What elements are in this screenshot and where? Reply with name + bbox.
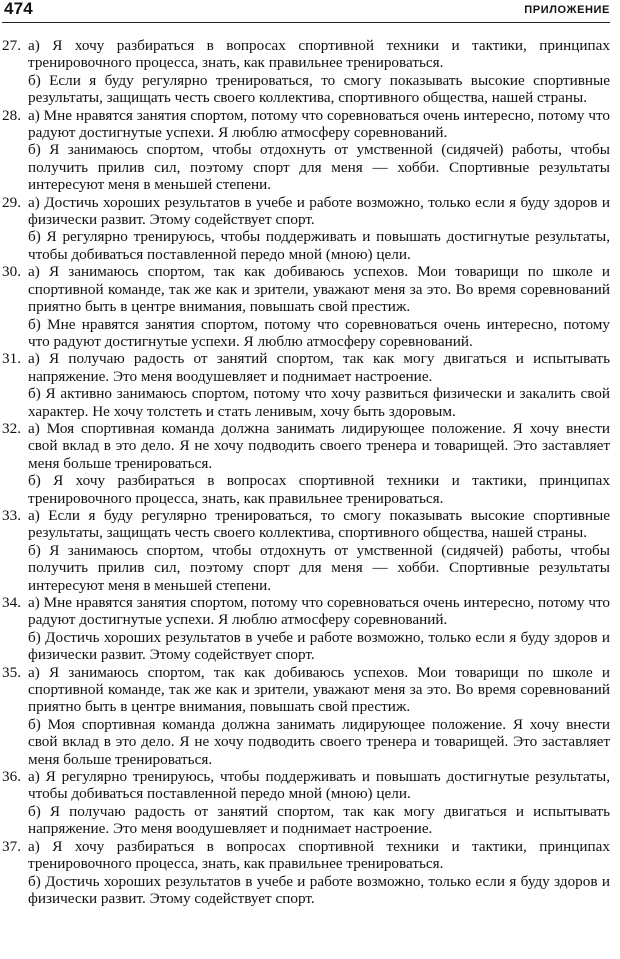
question-body bbox=[28, 194, 610, 264]
option-b: б) Достичь хороших результатов в учебе и работе возможно, только если я буду здоров и физически развит. Этому содействует спорт. bbox=[28, 628, 610, 664]
option-a: а) Я получаю радость от занятий спортом, так как могу двигаться и испытывать напряжение. Это меня воодушевляет и поднимает настроение. bbox=[28, 350, 610, 385]
option-b: б) Я хочу разбираться в вопросах спортивной техники и тактики, принципах тренировочного процесса, знать, как правильнее тренироваться. bbox=[28, 472, 610, 507]
question-body bbox=[28, 768, 610, 838]
question-number: 29. bbox=[2, 193, 21, 211]
option-a: а) Я хочу разбираться в вопросах спортивной техники и тактики, принципах тренировочного процесса, знать, как правильнее тренироваться. bbox=[28, 837, 610, 873]
option-a: а) Если я буду регулярно тренироваться, то смогу показывать высокие спортивные результаты, защищать честь своего коллектива, спортивного общества, нашей страны. bbox=[28, 506, 610, 542]
question-number: 31. bbox=[2, 350, 21, 368]
question-item bbox=[2, 194, 610, 264]
option-b: б) Если я буду регулярно тренироваться, то смогу показывать высокие спортивные результаты, защищать честь своего коллектива, спортивного общества, нашей страны. bbox=[28, 71, 610, 107]
option-b: б) Я активно занимаюсь спортом, потому что хочу развиться физически и закалить свой характер. Не хочу толстеть и стать ленивым, хочу быть здоровым. bbox=[28, 385, 610, 420]
option-b: б) Я занимаюсь спортом, чтобы отдохнуть от умственной (сидячей) работы, чтобы получить прилив сил, поэтому спорт для меня — хобби. Спортивные результаты интересуют меня в меньшей степени. bbox=[28, 141, 610, 194]
question-body bbox=[28, 263, 610, 350]
question-body bbox=[28, 838, 610, 908]
option-a: а) Я хочу разбираться в вопросах спортивной техники и тактики, принципах тренировочного процесса, знать, как правильнее тренироваться. bbox=[28, 37, 610, 72]
question-number: 28. bbox=[2, 106, 21, 124]
question-number: 35. bbox=[2, 663, 21, 681]
page-number: 474 bbox=[4, 0, 33, 18]
question-number: 30. bbox=[2, 263, 21, 281]
question-item bbox=[2, 420, 610, 507]
question-body bbox=[28, 507, 610, 594]
option-b: б) Мне нравятся занятия спортом, потому что соревноваться очень интересно, потому что радуют достигнутые успехи. Я люблю атмосферу соревнований. bbox=[28, 315, 610, 350]
option-a: а) Мне нравятся занятия спортом, потому что соревноваться очень интересно, потому что радуют достигнутые успехи. Я люблю атмосферу соревнований. bbox=[28, 594, 610, 629]
option-b: б) Я регулярно тренируюсь, чтобы поддерживать и повышать достигнутые результаты, чтобы добиваться поставленной передо мной (мною) цели. bbox=[28, 228, 610, 263]
question-number: 34. bbox=[2, 594, 21, 611]
option-b: б) Моя спортивная команда должна занимать лидирующее положение. Я хочу внести свой вклад в это дело. Я не хочу подводить своего тренера и товарищей. Это заставляет меня больше тренироваться. bbox=[28, 715, 610, 768]
option-a: а) Достичь хороших результатов в учебе и работе возможно, только если я буду здоров и физически развит. Этому содействует спорт. bbox=[28, 193, 610, 229]
option-b: б) Я занимаюсь спортом, чтобы отдохнуть от умственной (сидячей) работы, чтобы получить прилив сил, поэтому спорт для меня — хобби. Спортивные результаты интересуют меня в меньшей степени. bbox=[28, 541, 610, 594]
question-number: 37. bbox=[2, 837, 21, 855]
question-number: 33. bbox=[2, 506, 21, 524]
question-item bbox=[2, 664, 610, 768]
option-a: а) Я регулярно тренируюсь, чтобы поддерживать и повышать достигнутые результаты, чтобы добиваться поставленной передо мной (мною) цели. bbox=[28, 768, 610, 803]
questionnaire-list bbox=[2, 37, 610, 907]
question-body bbox=[28, 594, 610, 664]
question-item bbox=[2, 350, 610, 420]
running-title: ПРИЛОЖЕНИЕ bbox=[524, 4, 610, 16]
question-item bbox=[2, 263, 610, 350]
question-number: 32. bbox=[2, 419, 21, 437]
page-header bbox=[2, 0, 610, 23]
option-b: б) Я получаю радость от занятий спортом, так как могу двигаться и испытывать напряжение. Это меня воодушевляет и поднимает настроение. bbox=[28, 802, 610, 838]
question-body bbox=[28, 37, 610, 107]
question-body bbox=[28, 664, 610, 768]
option-a: а) Я занимаюсь спортом, так как добиваюсь успехов. Мои товарищи по школе и спортивной команде, так же как и зрители, уважают меня за это. Во время соревнований приятно быть в центре внимания, повышать свой престиж. bbox=[28, 263, 610, 316]
question-number: 36. bbox=[2, 768, 21, 786]
option-b: б) Достичь хороших результатов в учебе и работе возможно, только если я буду здоров и физически развит. Этому содействует спорт. bbox=[28, 872, 610, 907]
question-body bbox=[28, 107, 610, 194]
question-item bbox=[2, 768, 610, 838]
question-item bbox=[2, 37, 610, 107]
question-item bbox=[2, 594, 610, 664]
option-a: а) Мне нравятся занятия спортом, потому что соревноваться очень интересно, потому что радуют достигнутые успехи. Я люблю атмосферу соревнований. bbox=[28, 106, 610, 142]
question-body bbox=[28, 350, 610, 420]
question-body bbox=[28, 420, 610, 507]
option-a: а) Моя спортивная команда должна занимать лидирующее положение. Я хочу внести свой вклад в это дело. Я не хочу подводить своего тренера и товарищей. Это заставляет меня больше тренироваться. bbox=[28, 419, 610, 472]
question-item bbox=[2, 107, 610, 194]
option-a: а) Я занимаюсь спортом, так как добиваюсь успехов. Мои товарищи по школе и спортивной команде, так же как и зрители, уважают меня за это. Во время соревнований приятно быть в центре внимания, повышать свой престиж. bbox=[28, 663, 610, 716]
question-item bbox=[2, 838, 610, 908]
question-number: 27. bbox=[2, 37, 21, 54]
question-item bbox=[2, 507, 610, 594]
